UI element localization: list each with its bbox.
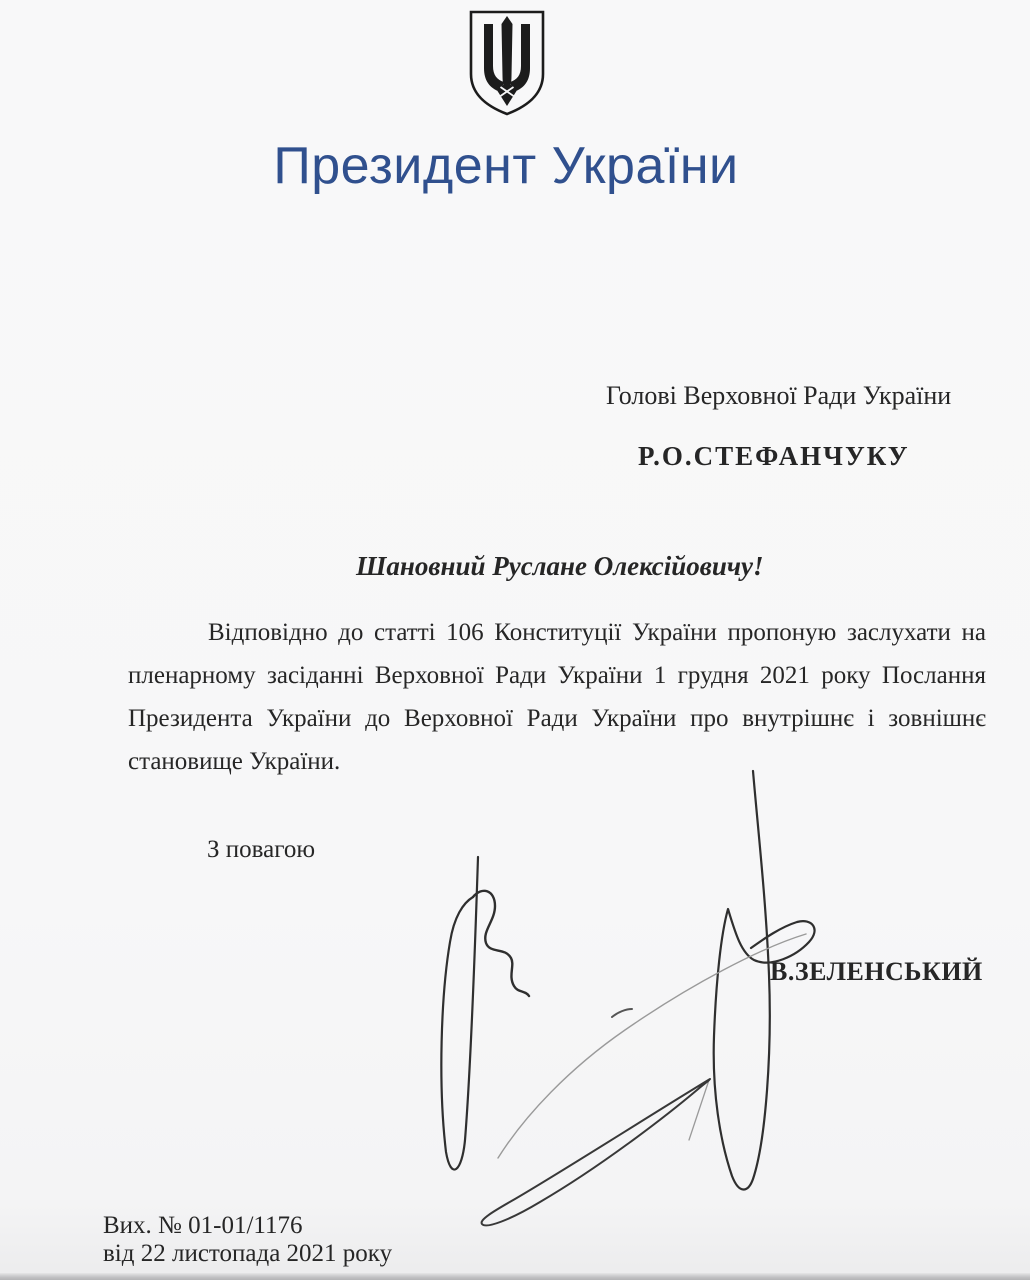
letterhead-title: Президент України: [273, 137, 739, 195]
valediction-line: З повагою: [207, 836, 316, 863]
reference-date: від 22 листопада 2021 року: [103, 1240, 393, 1267]
body-line-3: Президента України до Верховної Ради України про внутрішнє і зовнішнє: [128, 705, 986, 732]
salutation-line: Шановний Руслане Олексійовичу!: [356, 551, 764, 581]
body-line-2: пленарному засіданні Верховної Ради України 1 грудня 2021 року Послання: [128, 662, 986, 689]
reference-block: [103, 1212, 392, 1268]
scan-edge-shadow: [0, 1273, 1030, 1280]
body-line-4: становище України.: [128, 748, 341, 775]
recipient-name-line: Р.О.СТЕФАНЧУКУ: [638, 441, 910, 471]
signer-name: В.ЗЕЛЕНСЬКИЙ: [770, 957, 983, 986]
reference-number: Вих. № 01-01/1176: [103, 1212, 303, 1239]
tryzub-shield-icon: [467, 8, 547, 118]
body-line-1: Відповідно до статті 106 Конституції України пропоную заслухати на: [208, 619, 986, 646]
letter-body: [128, 611, 986, 783]
recipient-position-line: Голові Верховної Ради України: [606, 381, 952, 410]
